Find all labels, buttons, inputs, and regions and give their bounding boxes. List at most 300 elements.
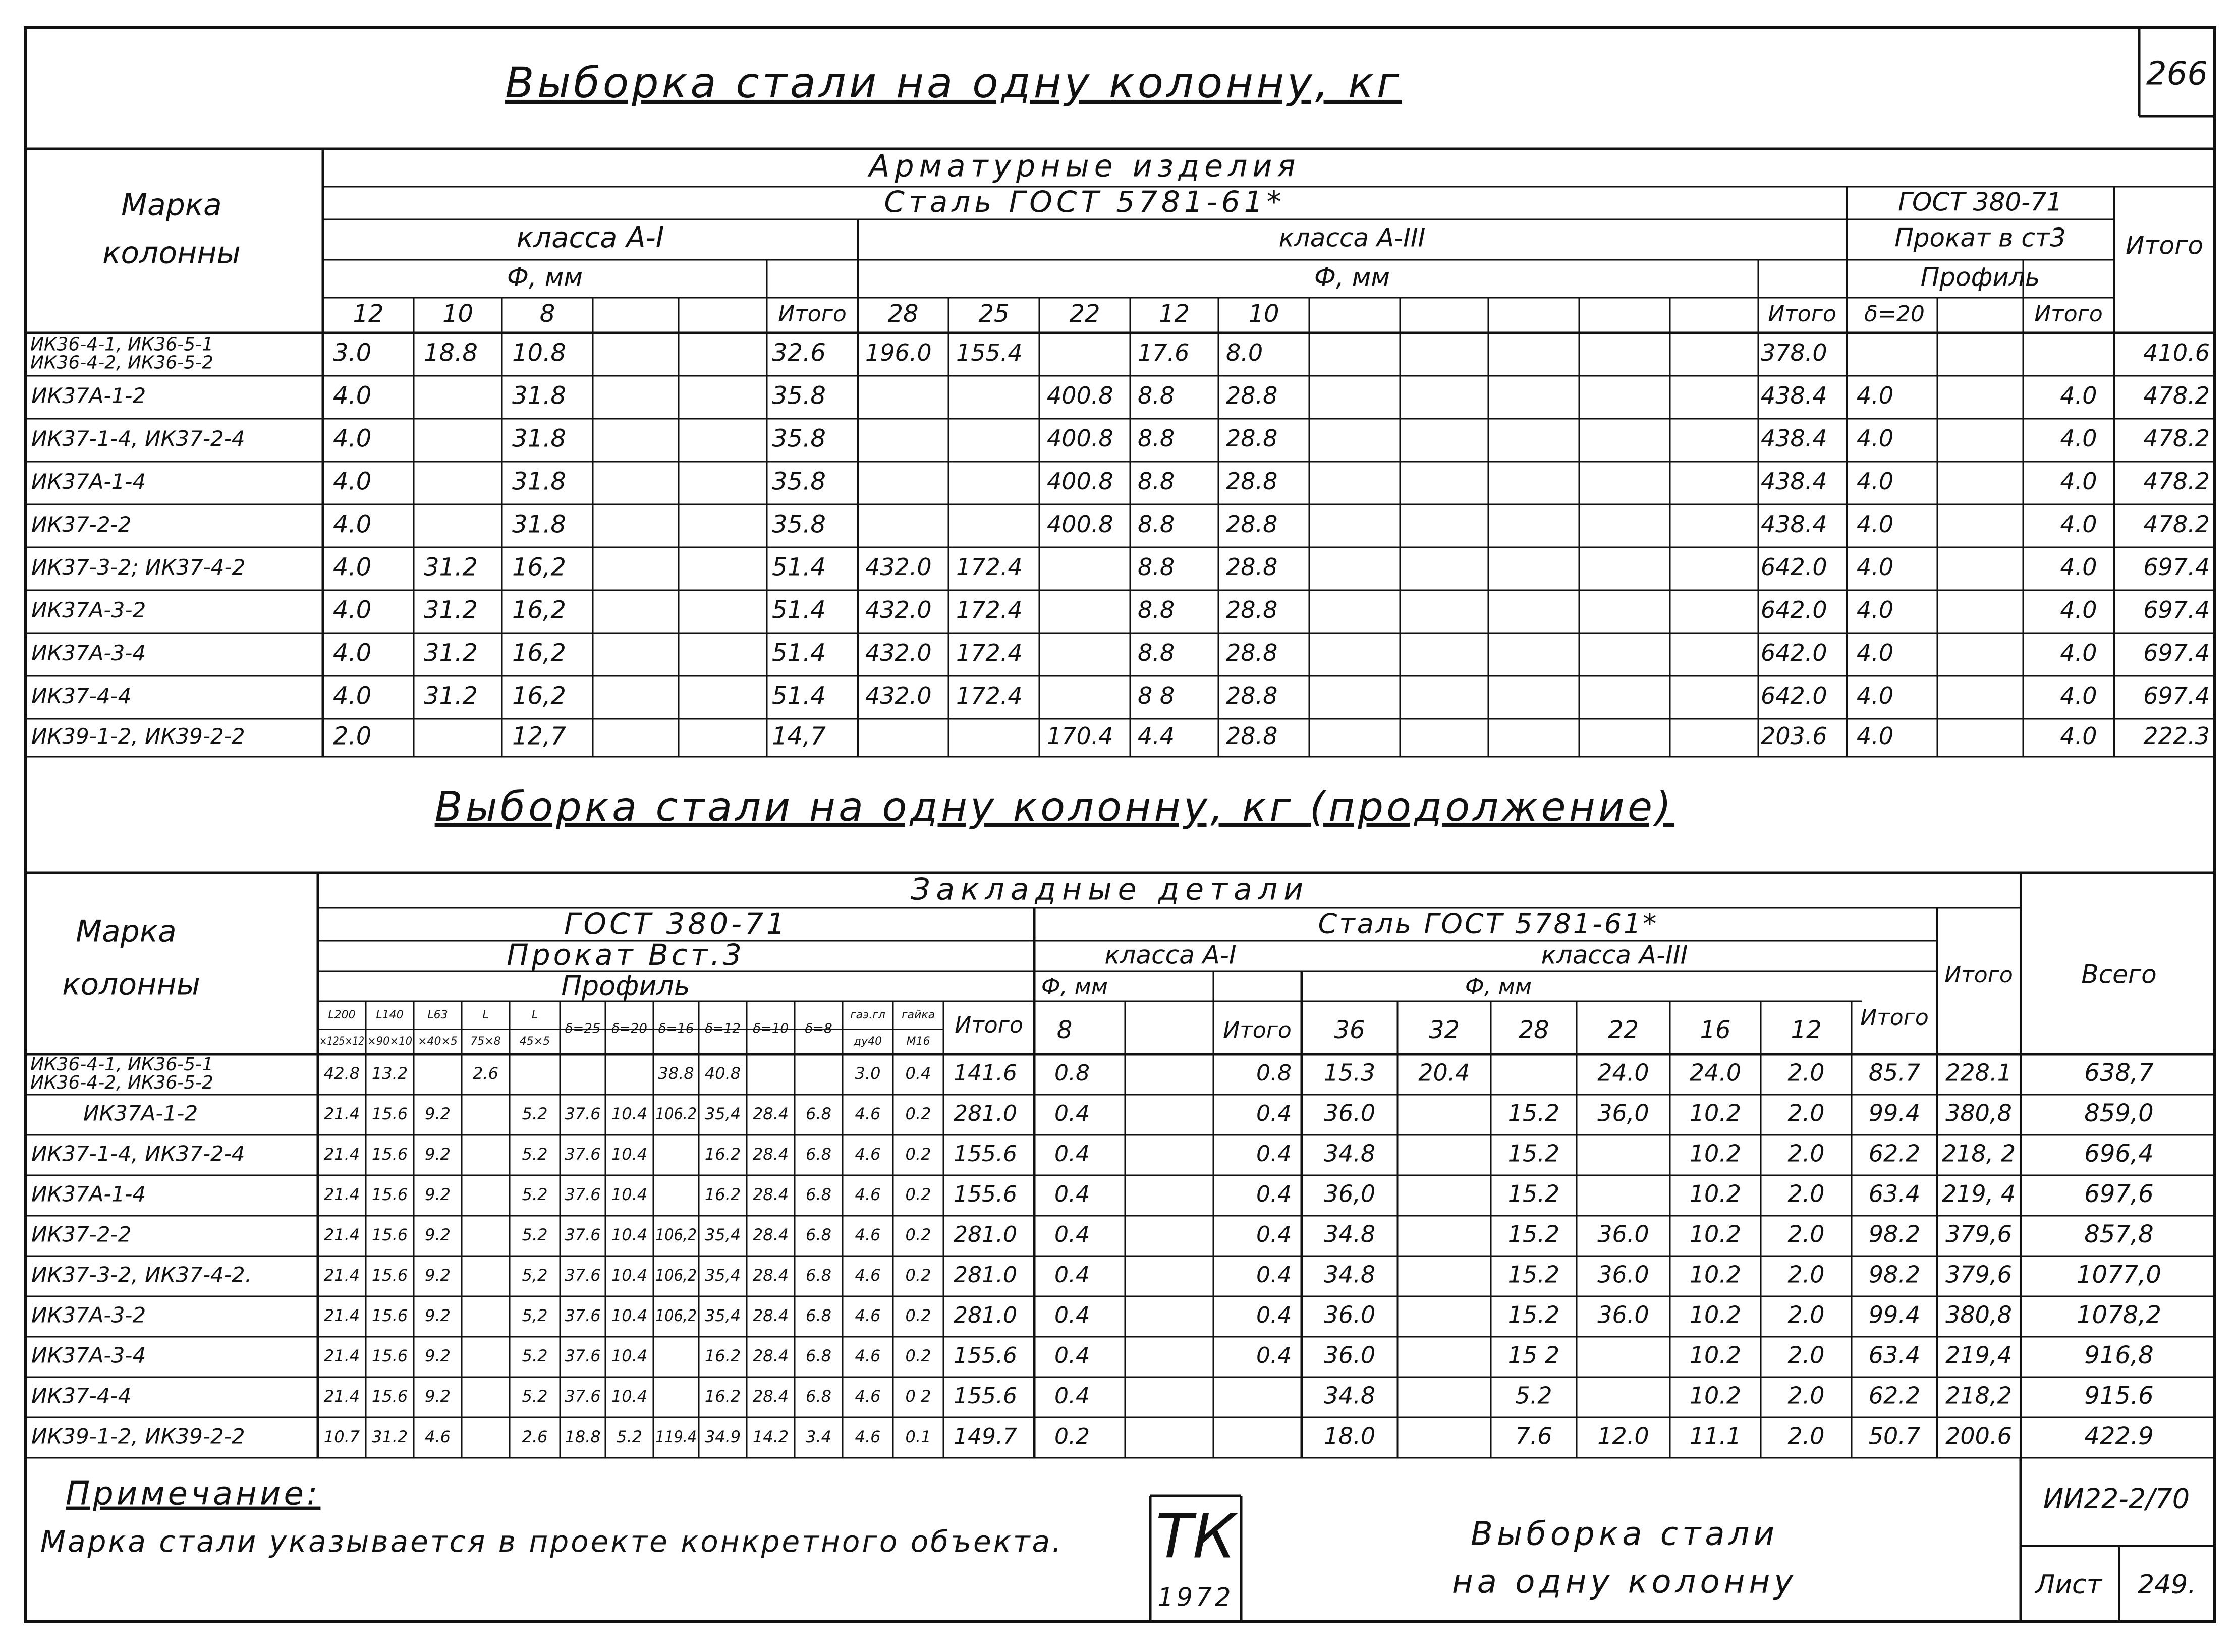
profile-type: L — [482, 1009, 489, 1021]
diameter-value: 36 — [1334, 1016, 1365, 1044]
table-cell: 0.4 — [1054, 1262, 1090, 1288]
table-cell-total: 155.6 — [954, 1343, 1017, 1369]
table-cell-total: 0.4 — [1256, 1181, 1292, 1207]
table-cell: 432.0 — [865, 553, 932, 581]
table-cell: 28.8 — [1226, 510, 1278, 538]
rolled-standard-header: ГОСТ 380-71 — [564, 906, 788, 941]
profile-type: L200 — [328, 1009, 356, 1021]
table-cell: 8.8 — [1138, 468, 1175, 495]
table-cell-total: 35.8 — [772, 424, 826, 453]
table-cell: 34.8 — [1323, 1382, 1376, 1409]
table-cell: 34.8 — [1323, 1261, 1376, 1288]
table-cell-total: 85.7 — [1868, 1059, 1921, 1087]
diameter-header: Ф, мм — [1465, 974, 1532, 999]
table-cell: 119.4 — [655, 1427, 697, 1446]
table-cell: 10.4 — [611, 1346, 648, 1365]
table-cell: 42.8 — [323, 1064, 360, 1083]
table-cell-total: 642.0 — [1761, 639, 1827, 666]
table-cell-total: 410.6 — [2143, 339, 2210, 366]
profile-header: Профиль — [561, 970, 690, 1002]
table-cell: 11.1 — [1689, 1422, 1742, 1450]
class-a3-header: класса A-III — [1541, 940, 1688, 970]
diameter-value: 8 — [539, 300, 555, 328]
table-cell-total: 4.0 — [2060, 722, 2097, 750]
table-cell-total: 438.4 — [1761, 382, 1827, 409]
table-cell: 24.0 — [1597, 1059, 1649, 1087]
table-cell: 0.4 — [1054, 1101, 1090, 1126]
table-cell: 15.2 — [1507, 1180, 1560, 1208]
table-cell-total: 99.4 — [1868, 1301, 1921, 1329]
table-cell: 36.0 — [1597, 1261, 1649, 1288]
table-cell: 10.2 — [1689, 1180, 1742, 1208]
group-header: Арматурные изделия — [869, 148, 1301, 184]
table-cell: 6.8 — [806, 1225, 831, 1244]
table-cell: 4.0 — [1857, 382, 1894, 409]
table-cell: 10.2 — [1689, 1341, 1742, 1369]
rolled-type-header: Прокат Вст.3 — [507, 938, 745, 973]
table-cell-total: 0.8 — [1256, 1060, 1292, 1086]
table-cell: 5.2 — [522, 1387, 548, 1406]
mark-column-header: Марка — [76, 914, 177, 949]
table-cell-total: 51.4 — [772, 596, 826, 624]
table-cell: 31.2 — [424, 681, 478, 710]
table-cell: 0.4 — [1054, 1222, 1090, 1247]
table-cell: 4.0 — [1857, 722, 1894, 750]
table-cell-total: 0.4 — [1256, 1222, 1292, 1247]
table-cell: 38.8 — [658, 1064, 694, 1083]
steel-standard-header: Сталь ГОСТ 5781-61* — [884, 185, 1286, 219]
subtotal-header: Итого — [1223, 1017, 1292, 1043]
table-cell: 16,2 — [512, 596, 566, 624]
table-cell: 21.4 — [323, 1266, 360, 1285]
table-cell-total: 222.3 — [2143, 722, 2210, 750]
table-cell-grand: 857,8 — [2084, 1220, 2154, 1248]
table-cell: 37.6 — [565, 1104, 601, 1123]
table-cell: 2.0 — [1787, 1382, 1825, 1409]
table-cell: 2.0 — [1787, 1140, 1825, 1167]
table-cell-total: 155.6 — [954, 1383, 1017, 1409]
table-cell: 400.8 — [1047, 468, 1113, 495]
table-cell-total: 219,4 — [1945, 1341, 2012, 1369]
table-cell-total: 380,8 — [1945, 1301, 2012, 1329]
table-cell-total: 149.7 — [954, 1423, 1017, 1449]
table-cell-total: 35.8 — [772, 467, 826, 496]
table-cell: 28.4 — [752, 1387, 789, 1406]
table-cell: 5.2 — [1515, 1382, 1552, 1409]
table-cell: 16,2 — [512, 639, 566, 667]
column-mark: ИК36-4-1, ИК36-5-1 — [30, 334, 214, 355]
table-cell: 28.4 — [752, 1346, 789, 1365]
column-mark: ИК37А-3-2 — [31, 598, 146, 622]
profile-type: L140 — [376, 1009, 404, 1021]
table-cell-total: 0.4 — [1256, 1302, 1292, 1328]
table-cell: 28.8 — [1226, 639, 1278, 666]
table-cell-total: 4.0 — [2060, 468, 2097, 495]
table-cell-total: 4.0 — [2060, 553, 2097, 581]
table-cell: 4.6 — [425, 1427, 451, 1446]
table-cell-grand: 697,6 — [2084, 1180, 2154, 1208]
table-cell: 432.0 — [865, 596, 932, 623]
diameter-header: Ф, мм — [1041, 974, 1108, 999]
table-cell: 6.8 — [806, 1266, 831, 1285]
table-cell-total: 218, 2 — [1941, 1140, 2016, 1167]
table-cell: 36.0 — [1323, 1099, 1376, 1127]
table-cell: 15.2 — [1507, 1261, 1560, 1288]
table-cell-total: 4.0 — [2060, 510, 2097, 538]
table-cell: 37.6 — [565, 1387, 601, 1406]
table-cell: 20.4 — [1418, 1059, 1470, 1087]
subtotal-header: Итого — [1860, 1005, 1929, 1031]
table-cell: 0.2 — [905, 1104, 931, 1123]
table-cell: 10.2 — [1689, 1099, 1742, 1127]
table-cell-total: 281.0 — [954, 1101, 1017, 1126]
table-cell: 36.0 — [1597, 1220, 1649, 1248]
table-cell-total: 4.0 — [2060, 639, 2097, 666]
table-cell: 4.6 — [855, 1306, 881, 1325]
table-cell: 0.2 — [905, 1306, 931, 1325]
table-cell: 0 2 — [905, 1387, 931, 1406]
table-cell: 12.0 — [1597, 1422, 1649, 1450]
table-cell-total: 99.4 — [1868, 1099, 1921, 1127]
table-cell-total: 35.8 — [772, 510, 826, 539]
table-cell: 16.2 — [704, 1346, 741, 1365]
table-cell: 4.6 — [855, 1145, 881, 1164]
table2-title: Выборка стали на одну колонну, кг (продолжение) — [434, 783, 1674, 830]
table-cell: 28.8 — [1226, 722, 1278, 750]
table-cell-total: 478.2 — [2143, 425, 2210, 452]
table-cell: 3.0 — [855, 1064, 881, 1083]
table-cell: 15.6 — [371, 1306, 408, 1325]
table-cell: 6.8 — [806, 1387, 831, 1406]
table-cell: 18.8 — [424, 338, 478, 367]
table-cell: 172.4 — [956, 596, 1023, 623]
table-cell-total: 281.0 — [954, 1222, 1017, 1247]
table-cell: 8.8 — [1138, 425, 1175, 452]
table-cell: 9.2 — [425, 1306, 451, 1325]
table-cell: 4.0 — [1857, 639, 1894, 666]
stamp-title: на одну колонну — [1451, 1563, 1798, 1601]
table-cell-total: 62.2 — [1868, 1382, 1921, 1409]
table-cell: 4.0 — [1857, 553, 1894, 581]
drawing-series: ИИ22-2/70 — [2043, 1483, 2190, 1515]
table-cell: 8.8 — [1138, 596, 1175, 623]
table-cell: 7.6 — [1515, 1422, 1552, 1450]
table-cell: 0.2 — [905, 1145, 931, 1164]
profile-header: Профиль — [1920, 262, 2040, 292]
table-cell: 10.4 — [611, 1306, 648, 1325]
diameter-value: 22 — [1607, 1016, 1639, 1044]
table-cell: 35,4 — [704, 1266, 741, 1285]
profile-type: 45×5 — [519, 1035, 550, 1048]
sheet-value: 249. — [2138, 1570, 2196, 1600]
table-cell: 9.2 — [425, 1346, 451, 1365]
table-cell-total: 697.4 — [2143, 639, 2210, 666]
diameter-value: 12 — [1791, 1016, 1822, 1044]
table-cell-total: 438.4 — [1761, 425, 1827, 452]
table-cell: 28.4 — [752, 1306, 789, 1325]
table-cell: 37.6 — [565, 1225, 601, 1244]
table-cell: 4.0 — [1857, 425, 1894, 452]
table-cell-grand: 915.6 — [2084, 1382, 2154, 1410]
table-cell-grand: 1078,2 — [2077, 1301, 2161, 1329]
table-cell-total: 4.0 — [2060, 682, 2097, 709]
table-cell: 28.8 — [1226, 382, 1278, 409]
table-cell: 8.8 — [1138, 382, 1175, 409]
table-cell: 2.6 — [522, 1427, 548, 1446]
table-cell: 35,4 — [704, 1225, 741, 1244]
table-cell-total: 478.2 — [2143, 468, 2210, 495]
table-cell-total: 379,6 — [1945, 1220, 2012, 1248]
table-cell: 10.2 — [1689, 1261, 1742, 1288]
table-cell: 15.2 — [1507, 1301, 1560, 1329]
table-cell-total: 281.0 — [954, 1302, 1017, 1328]
profile-type: δ=20 — [611, 1021, 647, 1037]
diameter-value: 12 — [1158, 300, 1190, 328]
profile-type: гайка — [901, 1009, 935, 1021]
table-cell-total: 438.4 — [1761, 510, 1827, 538]
table-cell-total: 219, 4 — [1941, 1180, 2016, 1208]
table-cell: 4.0 — [1857, 468, 1894, 495]
table-cell: 4.6 — [855, 1185, 881, 1204]
table-cell: 36.0 — [1323, 1301, 1376, 1329]
table-cell: 10.4 — [611, 1145, 648, 1164]
table-cell: 14.2 — [752, 1427, 789, 1446]
column-mark: ИК37А-3-4 — [31, 641, 146, 665]
table-cell: 16.2 — [704, 1185, 741, 1204]
table-cell-grand: 422.9 — [2084, 1422, 2154, 1450]
table-cell: 10.7 — [323, 1427, 360, 1446]
table-cell: 40.8 — [704, 1064, 741, 1083]
table-cell-total: 0.4 — [1256, 1343, 1292, 1369]
table-cell: 16,2 — [512, 553, 566, 582]
table-cell: 10.4 — [611, 1225, 648, 1244]
table-cell: 5.2 — [522, 1346, 548, 1365]
table-cell: 432.0 — [865, 682, 932, 709]
table-cell: 4.6 — [855, 1427, 881, 1446]
column-mark: ИК36-4-2, ИК36-5-2 — [30, 1072, 214, 1093]
subtotal-header: Итого — [955, 1012, 1023, 1038]
table-cell: 28.4 — [752, 1145, 789, 1164]
table-cell-grand: 859,0 — [2084, 1099, 2154, 1127]
table-cell: 106,2 — [655, 1225, 697, 1244]
table-cell: 10.2 — [1689, 1301, 1742, 1329]
table-cell: 4.0 — [333, 381, 372, 410]
diameter-value: 8 — [1056, 1016, 1073, 1044]
table-cell: 9.2 — [425, 1104, 451, 1123]
table-cell: 21.4 — [323, 1387, 360, 1406]
table-cell: 5.2 — [617, 1427, 642, 1446]
table-cell: 170.4 — [1047, 722, 1113, 750]
table-cell: 4.6 — [855, 1266, 881, 1285]
table-cell: 8.8 — [1138, 639, 1175, 666]
table-cell-total: 380,8 — [1945, 1099, 2012, 1127]
table-cell: 9.2 — [425, 1387, 451, 1406]
table-cell: 21.4 — [323, 1346, 360, 1365]
table-cell: 4.0 — [333, 639, 372, 667]
table-cell-total: 438.4 — [1761, 468, 1827, 495]
table-cell: 35,4 — [704, 1306, 741, 1325]
table-cell: 16.2 — [704, 1145, 741, 1164]
subtotal-header: Итого — [2034, 301, 2103, 327]
table-cell: 8.8 — [1138, 510, 1175, 538]
table-cell-total: 642.0 — [1761, 596, 1827, 623]
table-cell: 0.4 — [905, 1064, 931, 1083]
table-cell: 10.2 — [1689, 1220, 1742, 1248]
column-mark: ИК37-3-2, ИК37-4-2. — [31, 1262, 252, 1287]
table-cell: 172.4 — [956, 639, 1023, 666]
table-cell: 8 8 — [1138, 682, 1175, 709]
diameter-header: Ф, мм — [507, 262, 583, 292]
table-cell-total: 0.4 — [1256, 1262, 1292, 1288]
profile-type: δ=8 — [805, 1021, 832, 1037]
column-mark: ИК37А-3-2 — [31, 1302, 146, 1328]
table-cell: 37.6 — [565, 1185, 601, 1204]
profile-type: 75×8 — [470, 1035, 501, 1048]
table-cell-total: 4.0 — [2060, 596, 2097, 623]
table-cell: 34.9 — [704, 1427, 741, 1446]
table-cell-grand: 638,7 — [2084, 1059, 2154, 1087]
diameter-value: 28 — [1518, 1016, 1549, 1044]
table-cell: 432.0 — [865, 639, 932, 666]
table-cell: 0.2 — [905, 1225, 931, 1244]
table-cell: 31.8 — [512, 467, 566, 496]
table-cell: 5.2 — [522, 1104, 548, 1123]
subtotal-header: Итого — [1768, 301, 1836, 327]
table-cell: 4.0 — [1857, 510, 1894, 538]
table-cell: 15.6 — [371, 1346, 408, 1365]
table-cell: 21.4 — [323, 1185, 360, 1204]
table-cell-grand: 916,8 — [2084, 1341, 2154, 1370]
column-mark: ИК36-4-1, ИК36-5-1 — [30, 1054, 214, 1075]
table-cell: 4.0 — [333, 553, 372, 582]
table-cell: 9.2 — [425, 1225, 451, 1244]
table-cell: 15.6 — [371, 1266, 408, 1285]
table-cell: 15.6 — [371, 1387, 408, 1406]
table-cell: 21.4 — [323, 1306, 360, 1325]
table-cell: 2.0 — [1787, 1220, 1825, 1248]
table-cell-total: 218,2 — [1945, 1382, 2012, 1409]
table-cell: 37.6 — [565, 1266, 601, 1285]
profile-type: L — [531, 1009, 538, 1021]
diameter-value: 16 — [1700, 1016, 1731, 1044]
table-cell: 196.0 — [865, 339, 932, 366]
subtotal-header: Итого — [1944, 962, 2013, 988]
table-cell: 9.2 — [425, 1145, 451, 1164]
table-cell: 31.8 — [512, 381, 566, 410]
table-cell: 2.0 — [1787, 1099, 1825, 1127]
table-cell: 15.6 — [371, 1145, 408, 1164]
column-mark: ИК37А-1-4 — [31, 1181, 146, 1207]
table-cell: 6.8 — [806, 1185, 831, 1204]
table-cell: 2.6 — [473, 1064, 498, 1083]
table-cell-total: 155.6 — [954, 1181, 1017, 1207]
table-cell: 35,4 — [704, 1104, 741, 1123]
table-cell: 0.4 — [1054, 1383, 1090, 1409]
table-cell: 28.4 — [752, 1104, 789, 1123]
steel-standard-header: Сталь ГОСТ 5781-61* — [1318, 907, 1659, 940]
table-cell: 10.4 — [611, 1387, 648, 1406]
table-cell: 31.8 — [512, 424, 566, 453]
grand-total-header: Всего — [2081, 959, 2157, 989]
group-header: Закладные детали — [910, 872, 1310, 907]
table-cell: 4.6 — [855, 1104, 881, 1123]
table-cell: 0.4 — [1054, 1141, 1090, 1167]
table-cell: 31.2 — [424, 553, 478, 582]
table-cell: 10.8 — [512, 338, 566, 367]
table-cell: 3.4 — [806, 1427, 831, 1446]
subtotal-header: Итого — [778, 301, 847, 327]
table-cell: 4.0 — [333, 467, 372, 496]
profile-type: гаэ.гл — [850, 1009, 885, 1021]
table-cell: 0.1 — [905, 1427, 931, 1446]
table-cell: 21.4 — [323, 1225, 360, 1244]
table-cell: 28.8 — [1226, 596, 1278, 623]
table-cell: 18.8 — [565, 1427, 601, 1446]
column-mark: ИК37-4-4 — [31, 683, 132, 708]
table-cell: 9.2 — [425, 1266, 451, 1285]
table-cell: 15 2 — [1507, 1341, 1560, 1369]
table-cell: 8.8 — [1138, 553, 1175, 581]
table-cell-total: 281.0 — [954, 1262, 1017, 1288]
table-cell: 15.6 — [371, 1104, 408, 1123]
table-cell-total: 63.4 — [1868, 1180, 1921, 1208]
table-cell: 36,0 — [1323, 1180, 1376, 1208]
table-cell: 5,2 — [522, 1306, 548, 1325]
column-mark: ИК37-1-4, ИК37-2-4 — [31, 426, 245, 451]
stamp-year: 1972 — [1157, 1582, 1234, 1612]
table-cell: 4.0 — [1857, 682, 1894, 709]
table-cell: 4.0 — [333, 681, 372, 710]
table-cell: 2.0 — [1787, 1059, 1825, 1087]
table-cell: 10.2 — [1689, 1140, 1742, 1167]
table-cell-total: 51.4 — [772, 681, 826, 710]
table-cell-grand: 1077,0 — [2077, 1261, 2161, 1289]
profile-type: ×90×10 — [367, 1035, 412, 1048]
table-cell: 28.8 — [1226, 468, 1278, 495]
table-cell: 400.8 — [1047, 382, 1113, 409]
table-cell-total: 379,6 — [1945, 1261, 2012, 1288]
table-cell-total: 642.0 — [1761, 682, 1827, 709]
table-cell: 28.4 — [752, 1185, 789, 1204]
table-cell-total: 642.0 — [1761, 553, 1827, 581]
table-cell: 16.2 — [704, 1387, 741, 1406]
column-mark: ИК39-1-2, ИК39-2-2 — [31, 724, 245, 749]
sheet-label: Лист — [2035, 1570, 2102, 1600]
table-cell: 10.4 — [611, 1266, 648, 1285]
table-cell: 2.0 — [1787, 1180, 1825, 1208]
table-cell: 4.6 — [855, 1387, 881, 1406]
table-cell: 18.0 — [1323, 1422, 1376, 1450]
table-cell: 0.4 — [1054, 1181, 1090, 1207]
table-cell-total: 63.4 — [1868, 1341, 1921, 1369]
rolled-type-header: Прокат в ст3 — [1894, 223, 2066, 253]
table-cell: 36.0 — [1597, 1301, 1649, 1329]
table-cell-total: 478.2 — [2143, 382, 2210, 409]
column-mark: ИК37-2-2 — [31, 512, 132, 537]
diameter-value: 25 — [978, 300, 1010, 328]
table-cell: 15.2 — [1507, 1099, 1560, 1127]
note-text: Марка стали указывается в проекте конкретного объекта. — [40, 1524, 1064, 1559]
table-cell-total: 98.2 — [1868, 1261, 1921, 1288]
table-cell: 0.2 — [905, 1346, 931, 1365]
table-cell: 2.0 — [1787, 1341, 1825, 1369]
table-cell-total: 478.2 — [2143, 510, 2210, 538]
table-cell-total: 203.6 — [1761, 722, 1827, 750]
table-cell: 5.2 — [522, 1185, 548, 1204]
table-cell: 24.0 — [1689, 1059, 1742, 1087]
table-cell-total: 0.4 — [1256, 1141, 1292, 1167]
table-cell: 0.8 — [1054, 1060, 1090, 1086]
